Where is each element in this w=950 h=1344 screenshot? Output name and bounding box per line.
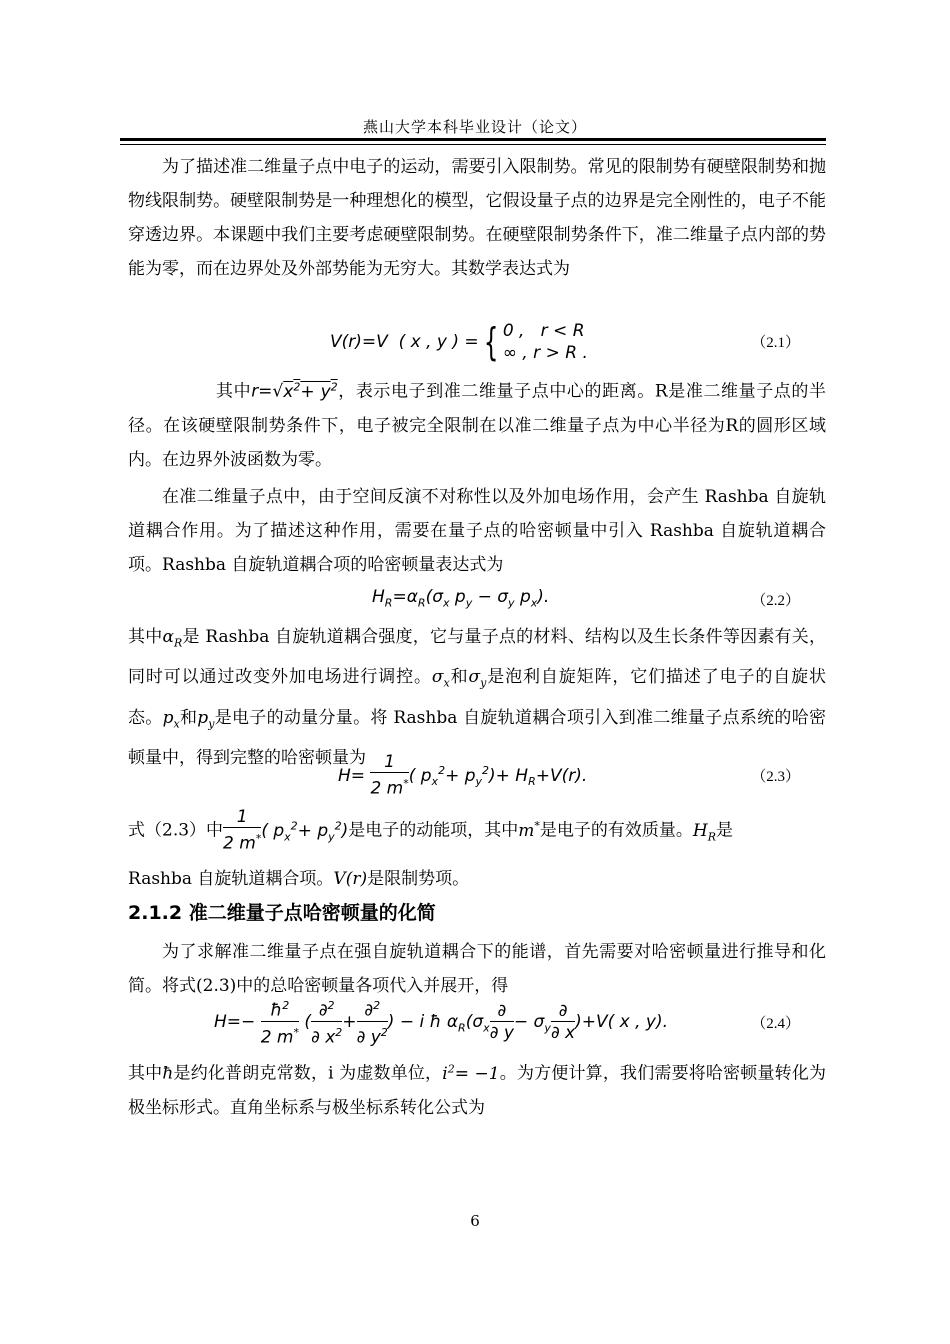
page-header: 燕山大学本科毕业设计（论文）: [362, 118, 587, 136]
paragraph-polar: 其中ħ是约化普朗克常数，i 为虚数单位，$i^2= -1$。为方便计算，我们需要将哈密顿量转化为极坐标形式。直角坐标系与极坐标系转化公式为: [128, 1062, 827, 1118]
equation-2-4: H=− $\frac{ħ^2}{2 m^*}$ ( $\frac{\partial^2}{\partial x^2}$ + $\frac{\partial^2}{\partial y^2}$ ) − i ħ $\alpha_R(\sigma_x$ $\frac{\partial}{\partial y}$ − $\sigma_y$ $\frac{\partial}{\partial x}$ )+V( x , y).: [214, 996, 668, 1048]
r-formula: $r=√x^2+ y^2$: [251, 380, 338, 402]
section-title: 2.1.2 准二维量子点哈密顿量的化简: [128, 902, 436, 924]
p7-b: 是约化普朗克常数，i 为虚数单位，: [173, 1063, 443, 1084]
p2-lead: 其中: [216, 381, 252, 402]
kinetic-term: $\frac{1}{2 m^*}$ ( $p_x^2+ p_y^2$): [223, 806, 349, 854]
p7-a: 其中: [128, 1063, 163, 1084]
p4-c: 和: [449, 667, 469, 688]
p5-b: 是电子的动能项，其中: [348, 820, 519, 841]
equation-number-2-3: （2.3）: [751, 769, 800, 785]
p5-c: 是电子的有效质量。: [539, 820, 693, 841]
p4-e: 和: [179, 707, 198, 728]
p5-d: 是: [716, 820, 734, 841]
p4-a: 其中: [128, 627, 163, 647]
p5-e: Rashba 自旋轨道耦合项。: [128, 869, 334, 890]
page-number: 6: [470, 1212, 480, 1230]
paragraph-confinement: 为了描述准二维量子点中电子的运动，需要引入限制势。常见的限制势有硬壁限制势和抛物线限制势。硬壁限制势是一种理想化的模型，它假设量子点的边界是完全刚性的，电子不能穿透边界。本课题中我们主要考虑硬壁限制势。在硬壁限制势条件下，准二维量子点内部的势能为零，而在边界处及外部势能为无穷大。其数学表达式为: [128, 157, 826, 279]
equation-number-2-4: （2.4）: [751, 1016, 800, 1032]
equation-number-2-1: （2.1）: [751, 335, 800, 351]
p4-d: 是泡利自旋矩阵，它们描述了电子的自旋状态。: [128, 667, 827, 728]
paragraph-rashba: 在准二维量子点中，由于空间反演不对称性以及外加电场作用，会产生 Rashba 自旋轨道耦合作用。为了描述这种作用，需要在量子点的哈密顿量中引入 Rashba 自旋轨道耦合项。Rashba 自旋轨道耦合项的哈密顿量表达式为: [128, 487, 826, 575]
p4-b: 是 Rashba 自旋轨道耦合强度，它与量子点的材料、结构以及生长条件等因素有关，同时可以通过改变外加电场进行调控。: [128, 627, 827, 688]
paragraph-kinetic: 式（2.3）中 $\frac{1}{2 m^*}$ ( $p_x^2+ p_y^2$)是电子的动能项，其中m*是电子的有效质量。$H_R$是 Rashba 自旋轨道耦合项。V(r)是限制势项。: [128, 806, 734, 890]
paragraph-rashba-strength: 其中$\alpha_R$是 Rashba 自旋轨道耦合强度，它与量子点的材料、结构以及生长条件等因素有关，同时可以通过改变外加电场进行调控。$\sigma_x$和$\sigma_y$是泡利自旋矩阵，它们描述了电子的自旋状态。$p_x$和$p_y$是电子的动量分量。将 Rashba 自旋轨道耦合项引入到准二维量子点系统的哈密顿量中，得到完整的哈密顿量为: [128, 627, 827, 769]
header-rule-thin: [120, 144, 826, 145]
p2-rest: ，表示电子到准二维量子点中心的距离。R是准二维量子点的半径。在该硬壁限制势条件下，电子被完全限制在以准二维量子点为中心半径为R的圆形区域内。在边界外波函数为零。: [128, 381, 826, 470]
p5-f: 是限制势项。: [367, 869, 470, 890]
equation-2-2: $H_R=\alpha_R(\sigma_x$ $p_y - \sigma_y$ $p_x$).: [372, 587, 550, 610]
p5-a: 式（2.3）中: [128, 820, 224, 841]
equation-number-2-2: （2.2）: [751, 593, 800, 609]
p4-f: 是电子的动量分量。将 Rashba 自旋轨道耦合项引入到准二维量子点系统的哈密顿量中，得到完整的哈密顿量为: [128, 707, 826, 769]
header-rule-thick: [120, 138, 826, 141]
p7-c: 。为方便计算，我们需要将哈密顿量转化为极坐标形式。直角坐标系与极坐标系转化公式为: [128, 1063, 827, 1118]
equation-2-3: H= $\frac{1}{2 m^*}$ ( $p_x^2+ p_y^2)+ H_R+V(r)$.: [338, 752, 588, 799]
paragraph-derivation: 为了求解准二维量子点在强自旋轨道耦合下的能谱，首先需要对哈密顿量进行推导和化简。将式(2.3)中的总哈密顿量各项代入并展开，得: [128, 942, 826, 996]
equation-2-1: V(r)=V ( x , y ) = { 0 , r < R ∞ , r > R .: [330, 320, 588, 364]
paragraph-radius: [128, 370, 826, 477]
